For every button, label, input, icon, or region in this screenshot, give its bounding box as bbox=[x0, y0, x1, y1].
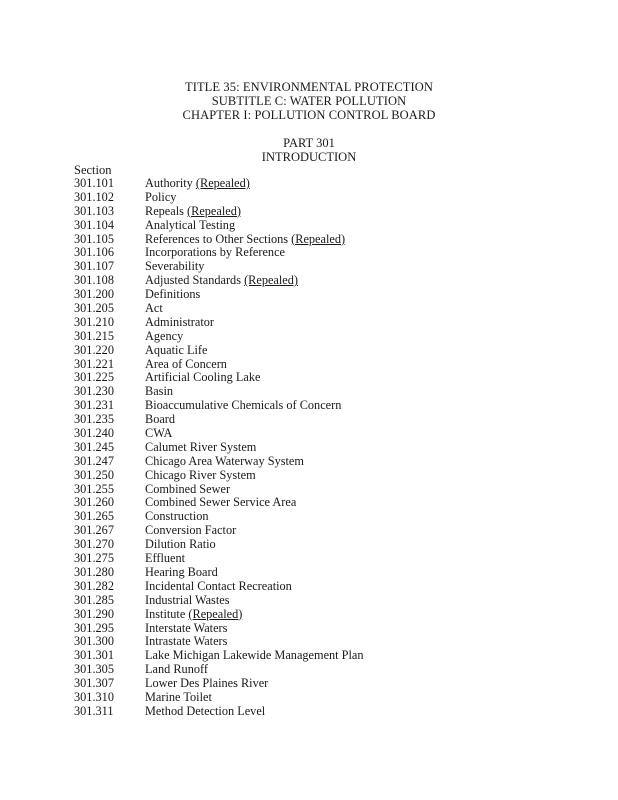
section-title bbox=[145, 385, 173, 399]
section-row bbox=[74, 649, 594, 663]
section-title-text: Artificial Cooling Lake bbox=[145, 370, 261, 385]
section-title-text: Lower Des Plaines River bbox=[145, 676, 269, 691]
section-title bbox=[145, 233, 345, 247]
section-number: 301.215 bbox=[74, 328, 114, 343]
section-row bbox=[74, 358, 594, 372]
section-title-text: Construction bbox=[145, 509, 209, 524]
section-number: 301.260 bbox=[74, 495, 114, 510]
section-title-text: Basin bbox=[145, 384, 174, 399]
section-title-text: Combined Sewer Service Area bbox=[145, 495, 297, 510]
section-title-text: Area of Concern bbox=[145, 356, 227, 371]
repealed-note: (Repealed) bbox=[291, 231, 346, 246]
section-number: 301.280 bbox=[74, 564, 114, 579]
section-title bbox=[145, 413, 175, 427]
section-title-text: Agency bbox=[145, 328, 184, 343]
section-title bbox=[145, 622, 227, 636]
section-number: 301.285 bbox=[74, 592, 114, 607]
subtitle-line: SUBTITLE C: WATER POLLUTION bbox=[211, 94, 407, 108]
section-row bbox=[74, 469, 594, 483]
section-number: 301.102 bbox=[74, 189, 114, 204]
section-row bbox=[74, 441, 594, 455]
section-title-text: References to Other Sections bbox=[145, 231, 289, 246]
section-title-text: Land Runoff bbox=[145, 662, 208, 677]
section-row bbox=[74, 191, 594, 205]
repealed-note: (Repealed) bbox=[244, 273, 298, 288]
section-title bbox=[145, 455, 304, 469]
section-title bbox=[145, 260, 204, 274]
section-title bbox=[145, 496, 296, 510]
section-title bbox=[145, 371, 260, 385]
section-row bbox=[74, 510, 594, 524]
section-title-text: Chicago Area Waterway System bbox=[145, 453, 304, 468]
section-title-text: Method Detection Level bbox=[145, 703, 266, 718]
section-number: 301.265 bbox=[74, 509, 114, 524]
section-title bbox=[145, 274, 298, 288]
repealed-note: (Repealed) bbox=[195, 176, 250, 190]
section-row bbox=[74, 371, 594, 385]
section-number: 301.300 bbox=[74, 634, 114, 649]
section-row bbox=[74, 552, 594, 566]
section-row bbox=[74, 385, 594, 399]
section-title bbox=[145, 344, 207, 358]
section-row bbox=[74, 580, 594, 594]
section-number: 301.205 bbox=[74, 301, 114, 316]
section-number: 301.275 bbox=[74, 551, 114, 566]
section-number: 301.310 bbox=[74, 689, 114, 704]
section-row bbox=[74, 205, 594, 219]
section-row bbox=[74, 260, 594, 274]
section-title bbox=[145, 524, 236, 538]
section-title-text: Institute bbox=[145, 606, 186, 621]
section-list bbox=[74, 177, 594, 719]
section-title-text: Act bbox=[145, 301, 163, 316]
section-title bbox=[145, 191, 176, 205]
section-title-text: Definitions bbox=[145, 287, 201, 302]
section-number: 301.104 bbox=[74, 217, 114, 232]
section-title-text: Dilution Ratio bbox=[145, 537, 216, 552]
section-row bbox=[74, 524, 594, 538]
section-number: 301.255 bbox=[74, 481, 114, 496]
section-number: 301.311 bbox=[74, 703, 114, 718]
section-row bbox=[74, 177, 594, 191]
section-row bbox=[74, 330, 594, 344]
section-row bbox=[74, 427, 594, 441]
section-title-text: Intrastate Waters bbox=[145, 634, 228, 649]
section-title-text: Lake Michigan Lakewide Management Plan bbox=[145, 648, 364, 663]
repealed-note: (Repealed) bbox=[187, 203, 241, 218]
repealed-note: (Repealed) bbox=[188, 606, 243, 621]
section-title bbox=[145, 330, 183, 344]
section-title-text: CWA bbox=[145, 426, 173, 441]
section-title-text: Repeals bbox=[145, 203, 184, 218]
section-title bbox=[145, 705, 265, 719]
section-title bbox=[145, 677, 268, 691]
section-row bbox=[74, 302, 594, 316]
section-title-text: Marine Toilet bbox=[145, 689, 212, 704]
section-row bbox=[74, 691, 594, 705]
section-title-text: Conversion Factor bbox=[145, 523, 237, 538]
section-title-text: Chicago River System bbox=[145, 467, 256, 482]
section-title bbox=[145, 205, 241, 219]
section-title bbox=[145, 608, 242, 622]
section-title bbox=[145, 469, 256, 483]
section-number: 301.250 bbox=[74, 467, 114, 482]
section-row bbox=[74, 274, 594, 288]
section-title bbox=[145, 538, 216, 552]
section-row bbox=[74, 233, 594, 247]
section-row bbox=[74, 594, 594, 608]
section-number: 301.108 bbox=[74, 273, 114, 288]
section-row bbox=[74, 316, 594, 330]
section-number: 301.307 bbox=[74, 676, 114, 691]
section-title-text: Bioaccumulative Chemicals of Concern bbox=[145, 398, 342, 413]
part-header bbox=[0, 136, 618, 164]
section-number: 301.235 bbox=[74, 412, 114, 427]
section-title bbox=[145, 288, 200, 302]
section-title bbox=[145, 510, 209, 524]
section-number: 301.301 bbox=[74, 648, 114, 663]
section-title-text: Combined Sewer bbox=[145, 481, 231, 496]
section-number: 301.231 bbox=[74, 398, 114, 413]
section-title-text: Authority bbox=[145, 176, 193, 190]
section-title bbox=[145, 219, 235, 233]
section-title bbox=[145, 566, 218, 580]
section-title-text: Calumet River System bbox=[145, 439, 257, 454]
section-row bbox=[74, 288, 594, 302]
section-number: 301.245 bbox=[74, 439, 114, 454]
part-name: INTRODUCTION bbox=[261, 150, 357, 164]
section-row bbox=[74, 413, 594, 427]
section-number: 301.295 bbox=[74, 620, 114, 635]
document-header bbox=[0, 80, 618, 122]
section-title-text: Adjusted Standards bbox=[145, 273, 241, 288]
section-number: 301.210 bbox=[74, 314, 114, 329]
section-row bbox=[74, 677, 594, 691]
section-number: 301.220 bbox=[74, 342, 114, 357]
section-number: 301.230 bbox=[74, 384, 114, 399]
section-row bbox=[74, 344, 594, 358]
section-title-text: Administrator bbox=[145, 314, 214, 329]
section-number: 301.107 bbox=[74, 259, 114, 274]
section-row bbox=[74, 483, 594, 497]
section-title bbox=[145, 427, 172, 441]
section-row bbox=[74, 399, 594, 413]
section-title bbox=[145, 663, 208, 677]
section-title bbox=[145, 552, 185, 566]
section-title bbox=[145, 177, 250, 191]
section-row bbox=[74, 496, 594, 510]
section-title bbox=[145, 358, 227, 372]
section-number: 301.106 bbox=[74, 245, 114, 260]
section-number: 301.305 bbox=[74, 662, 114, 677]
section-title bbox=[145, 649, 364, 663]
section-title-text: Incidental Contact Recreation bbox=[145, 578, 292, 593]
section-row bbox=[74, 455, 594, 469]
section-title-text: Hearing Board bbox=[145, 564, 218, 579]
section-row bbox=[74, 663, 594, 677]
section-row bbox=[74, 705, 594, 719]
section-row bbox=[74, 566, 594, 580]
section-title-text: Severability bbox=[145, 259, 205, 274]
section-row bbox=[74, 622, 594, 636]
section-title-text: Analytical Testing bbox=[145, 217, 236, 232]
section-title-text: Interstate Waters bbox=[145, 620, 228, 635]
section-title-text: Incorporations by Reference bbox=[145, 245, 285, 260]
section-number: 301.240 bbox=[74, 426, 114, 441]
section-title-text: Industrial Wastes bbox=[145, 592, 230, 607]
section-number: 301.200 bbox=[74, 287, 114, 302]
section-title-text: Policy bbox=[145, 189, 177, 204]
chapter-line: CHAPTER I: POLLUTION CONTROL BOARD bbox=[182, 108, 436, 122]
section-title bbox=[145, 635, 227, 649]
section-number: 301.105 bbox=[74, 231, 114, 246]
section-title bbox=[145, 302, 163, 316]
section-number: 301.282 bbox=[74, 578, 114, 593]
section-title bbox=[145, 483, 230, 497]
section-title bbox=[145, 580, 292, 594]
section-title bbox=[145, 594, 230, 608]
section-title-text: Board bbox=[145, 412, 176, 427]
section-title bbox=[145, 441, 256, 455]
section-row bbox=[74, 219, 594, 233]
section-number: 301.290 bbox=[74, 606, 114, 621]
section-row bbox=[74, 246, 594, 260]
part-number: PART 301 bbox=[283, 136, 335, 150]
section-title bbox=[145, 316, 214, 330]
section-title bbox=[145, 246, 285, 260]
section-column-heading: Section bbox=[74, 163, 112, 177]
section-row bbox=[74, 635, 594, 649]
section-row bbox=[74, 608, 594, 622]
section-title bbox=[145, 399, 341, 413]
section-title-text: Effluent bbox=[145, 551, 186, 566]
section-number: 301.225 bbox=[74, 370, 114, 385]
section-row bbox=[74, 538, 594, 552]
section-title-text: Aquatic Life bbox=[145, 342, 208, 357]
section-number: 301.247 bbox=[74, 453, 114, 468]
section-number: 301.267 bbox=[74, 523, 114, 538]
title-line: TITLE 35: ENVIRONMENTAL PROTECTION bbox=[184, 80, 434, 94]
section-number: 301.270 bbox=[74, 537, 114, 552]
section-number: 301.103 bbox=[74, 203, 114, 218]
section-number: 301.221 bbox=[74, 356, 114, 371]
section-title bbox=[145, 691, 212, 705]
section-number: 301.101 bbox=[74, 176, 114, 190]
